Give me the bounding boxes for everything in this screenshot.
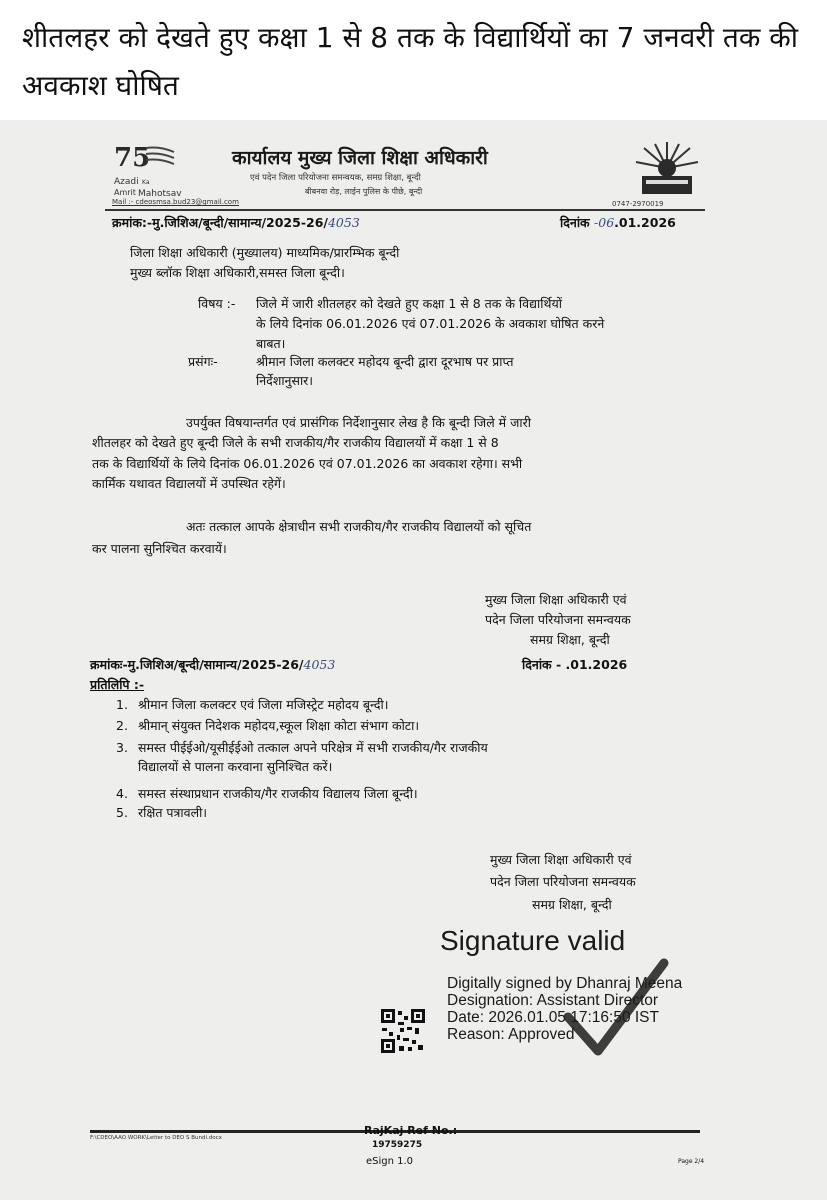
scanned-letter xyxy=(0,120,827,1200)
news-headline: शीतलहर को देखते हुए कक्षा 1 से 8 तक के विद्यार्थियों का 7 जनवरी तक की अवकाश घोषित xyxy=(22,21,798,102)
date-suffix: .01.2026 xyxy=(614,215,676,230)
svg-text:Mahotsav: Mahotsav xyxy=(138,189,182,199)
addressee-line: मुख्य ब्लॉक शिक्षा अधिकारी,समस्त जिला बून्दी। xyxy=(130,265,345,280)
samagra-shiksha-logo xyxy=(632,138,702,202)
subject-line: जिले में जारी शीतलहर को देखते हुए कक्षा 1 से 8 तक के विद्यार्थियों xyxy=(256,296,562,311)
office-phone: 0747-2970019 xyxy=(612,200,664,208)
context-line: श्रीमान जिला कलक्टर महोदय बून्दी द्वारा दूरभाष पर प्राप्त xyxy=(256,354,514,369)
reference2-handwritten: 4053 xyxy=(303,657,336,672)
reference-prefix: क्रमांक:-मु.जिशिअ/बून्दी/सामान्य/2025-26/ xyxy=(112,215,328,230)
signatory-line: पदेन जिला परियोजना समन्वयक xyxy=(485,612,631,627)
copy-list-item: 4. समस्त संस्थाप्रधान राजकीय/गैर राजकीय विद्यालय जिला बून्दी। xyxy=(116,786,418,801)
context-line: निर्देशानुसार। xyxy=(256,373,314,388)
copy-list-item: 5. रक्षित पत्रावली। xyxy=(116,805,208,820)
context-label: प्रसंगः- xyxy=(188,354,218,369)
reference2-prefix: क्रमांकः-मु.जिशिअ/बून्दी/सामान्य/2025-26/ xyxy=(90,657,304,672)
signature-status: Signature valid xyxy=(440,925,626,956)
checkmark-icon xyxy=(560,955,670,1065)
body-line: कर पालना सुनिश्चित करवायें। xyxy=(92,541,227,556)
reference-number xyxy=(112,214,360,231)
subject-line: बाबत। xyxy=(256,336,286,351)
signatory-line: मुख्य जिला शिक्षा अधिकारी एवं xyxy=(485,592,627,607)
signature-reason-line: Reason: Approved xyxy=(447,1026,575,1043)
signatory-line: पदेन जिला परियोजना समन्वयक xyxy=(490,874,636,889)
page-number: Page 2/4 xyxy=(678,1158,705,1165)
copy-label: प्रतिलिपि :- xyxy=(90,677,145,692)
subject-line: के लिये दिनांक 06.01.2026 एवं 07.01.2026 के अवकाश घोषित करने xyxy=(256,316,605,331)
signatory-line: समग्र शिक्षा, बून्दी xyxy=(532,897,612,912)
body-line: तक के विद्यार्थियों के लिये दिनांक 06.01.2026 एवं 07.01.2026 का अवकाश रहेगा। सभी xyxy=(92,456,523,471)
office-email: Mail :- cdeosmsa.bud23@gmail.com xyxy=(112,198,239,206)
reference2-date: दिनांक - .01.2026 xyxy=(522,657,628,672)
esign-version: eSign 1.0 xyxy=(366,1156,414,1167)
reference-number-2 xyxy=(90,656,335,673)
svg-text:Azadi: Azadi xyxy=(114,177,139,187)
copy-list-item: 3. समस्त पीईईओ/यूसीईईओ तत्काल अपने परिक्षेत्र में सभी राजकीय/गैर राजकीय xyxy=(116,740,488,755)
letterhead-divider xyxy=(105,209,705,211)
copy-list-item: 1. श्रीमान जिला कलक्टर एवं जिला मजिस्ट्रेट महोदय बून्दी। xyxy=(116,697,389,712)
signatory-line: समग्र शिक्षा, बून्दी xyxy=(530,632,610,647)
copy-list-item: विद्यालयों से पालना करवाना सुनिश्चित करें। xyxy=(138,759,333,774)
body-line: उपर्युक्त विषयान्तर्गत एवं प्रासंगिक निर्देशानुसार लेख है कि बून्दी जिले में जारी xyxy=(186,415,531,430)
reference-date xyxy=(560,214,676,231)
rajkaj-ref-label: RajKaj Ref No.: xyxy=(364,1124,458,1137)
addressee-line: जिला शिक्षा अधिकारी (मुख्यालय) माध्यमिक/प्रारम्भिक बून्दी xyxy=(130,245,400,260)
office-address: बीबनवा रोड़, लाईन पुलिस के पीछे, बून्दी xyxy=(305,187,423,196)
body-line: अतः तत्काल आपके क्षेत्राधीन सभी राजकीय/गैर राजकीय विद्यालयों को सूचित xyxy=(186,519,532,534)
office-title: कार्यालय मुख्य जिला शिक्षा अधिकारी xyxy=(232,147,488,169)
body-line: कार्मिक यथावत विद्यालयों में उपस्थित रहेगें। xyxy=(92,476,286,491)
copy-list-item: 2. श्रीमान् संयुक्त निदेशक महोदय,स्कूल शिक्षा कोटा संभाग कोटा। xyxy=(116,718,420,733)
body-line: शीतलहर को देखते हुए बून्दी जिले के सभी राजकीय/गैर राजकीय विद्यालयों में कक्षा 1 से 8 xyxy=(92,435,499,450)
date-label: दिनांक xyxy=(560,215,590,230)
date-handwritten: -06 xyxy=(594,215,615,230)
designation-line: Designation: Assistant Director xyxy=(447,992,659,1009)
signed-by-line: Digitally signed by Dhanraj Meena xyxy=(447,975,683,992)
office-subtitle: एवं पदेन जिला परियोजना समन्वयक, समग्र शिक्षा, बून्दी xyxy=(250,173,421,183)
qr-code-icon xyxy=(380,1008,426,1054)
subject-label: विषय :- xyxy=(198,296,236,311)
azadi-ka-amrit-mahotsav-logo xyxy=(112,140,182,205)
footer-file-path: F:\CDEO\AAO WORK\Letter to DEO S Bundi.docx xyxy=(90,1135,222,1141)
svg-text:Ka: Ka xyxy=(142,179,150,186)
svg-text:Amrit: Amrit xyxy=(114,188,136,197)
signatory-line: मुख्य जिला शिक्षा अधिकारी एवं xyxy=(490,852,632,867)
signature-date-line: Date: 2026.01.05 17:16:50 IST xyxy=(447,1009,659,1026)
svg-text:75: 75 xyxy=(114,143,151,173)
rajkaj-ref-number: 19759275 xyxy=(372,1140,423,1150)
reference-handwritten-number: 4053 xyxy=(327,215,360,230)
